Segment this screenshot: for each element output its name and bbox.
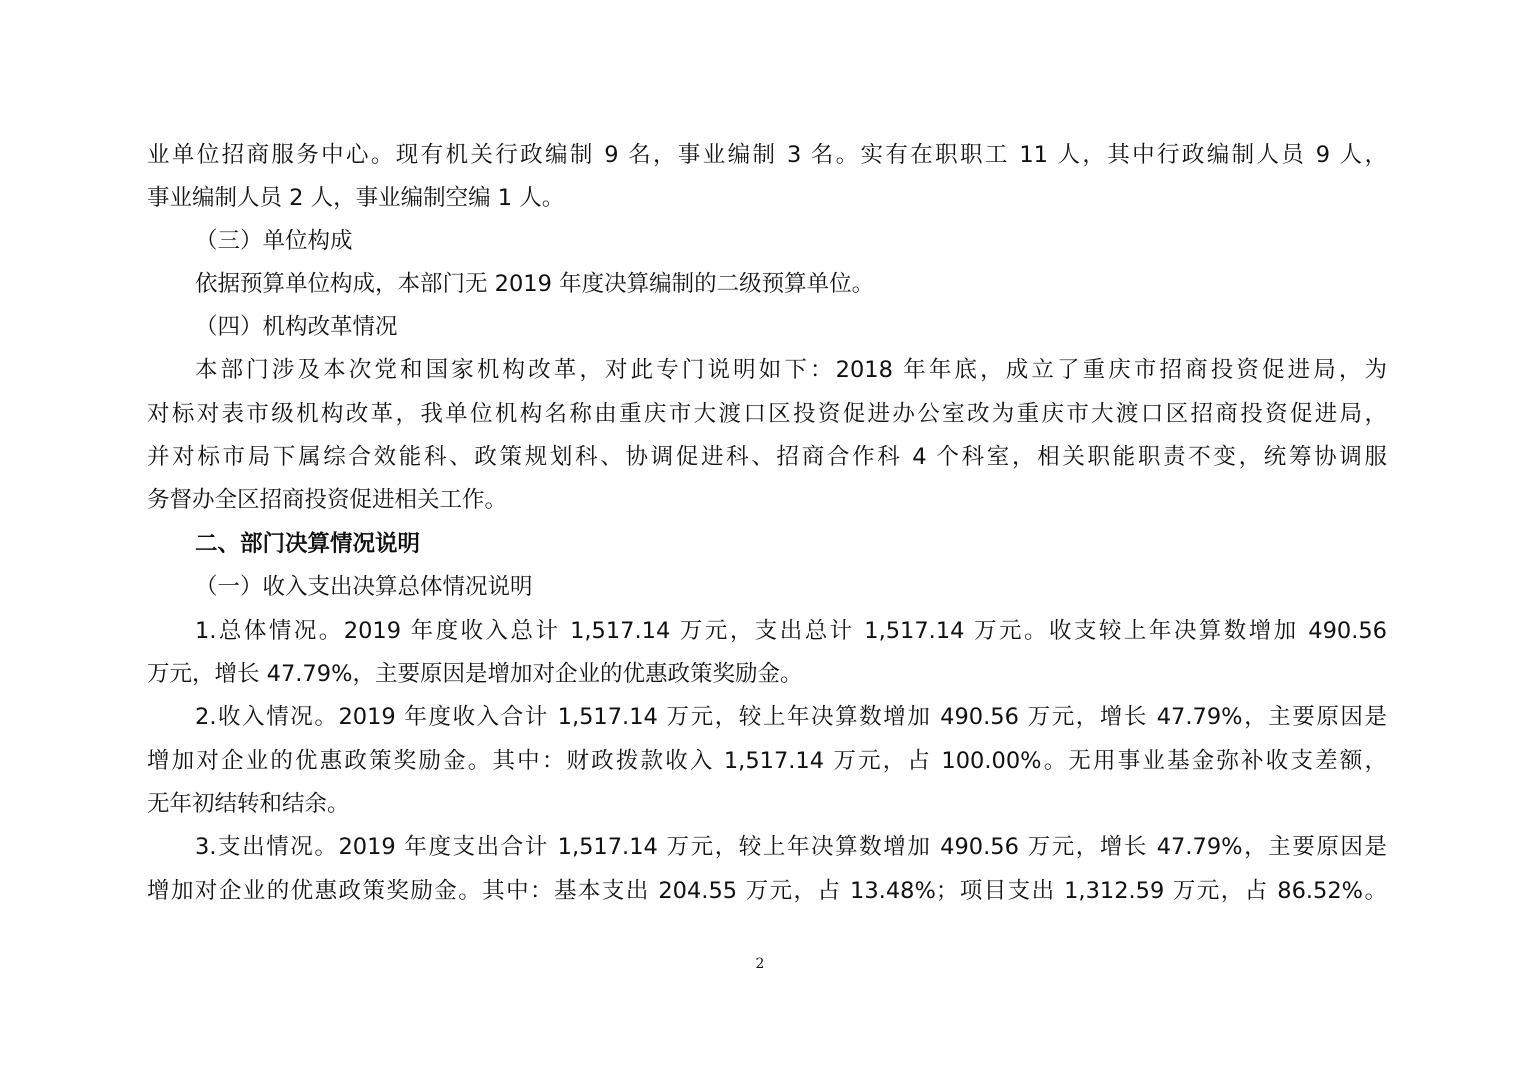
paragraph-line: 业单位招商服务中心。现有机关行政编制 9 名，事业编制 3 名。实有在职职工 11 人，其中行政编制人员 9 人， [147, 142, 1387, 168]
paragraph-line: 万元，增长 47.79%，主要原因是增加对企业的优惠政策奖励金。 [147, 661, 803, 687]
paragraph-line: 依据预算单位构成，本部门无 2019 年度决算编制的二级预算单位。 [195, 271, 875, 297]
page-number: 2 [755, 956, 765, 972]
section-heading: （一）收入支出决算总体情况说明 [195, 574, 533, 600]
paragraph-line: 2.收入情况。2019 年度收入合计 1,517.14 万元，较上年决算数增加 490.56 万元，增长 47.79%，主要原因是 [195, 704, 1387, 730]
paragraph-line: 3.支出情况。2019 年度支出合计 1,517.14 万元，较上年决算数增加 490.56 万元，增长 47.79%，主要原因是 [195, 834, 1387, 860]
paragraph-line: 本部门涉及本次党和国家机构改革，对此专门说明如下：2018 年年底，成立了重庆市招商投资促进局，为 [195, 357, 1387, 383]
paragraph-line: 增加对企业的优惠政策奖励金。其中：财政拨款收入 1,517.14 万元，占 100.00%。无用事业基金弥补收支差额， [147, 748, 1387, 774]
paragraph-line: 1.总体情况。2019 年度收入总计 1,517.14 万元，支出总计 1,517.14 万元。收支较上年决算数增加 490.56 [195, 618, 1387, 644]
paragraph-line: 务督办全区招商投资促进相关工作。 [147, 487, 508, 513]
section-heading: （三）单位构成 [195, 228, 353, 254]
chapter-heading: 二、部门决算情况说明 [195, 531, 421, 557]
paragraph-line: 事业编制人员 2 人，事业编制空编 1 人。 [147, 185, 565, 211]
paragraph-line: 增加对企业的优惠政策奖励金。其中：基本支出 204.55 万元，占 13.48%；项目支出 1,312.59 万元，占 86.52%。 [147, 878, 1387, 904]
paragraph-line: 并对标市局下属综合效能科、政策规划科、协调促进科、招商合作科 4 个科室，相关职能职责不变，统筹协调服 [147, 444, 1387, 470]
paragraph-line: 无年初结转和结余。 [147, 791, 350, 817]
paragraph-line: 对标对表市级机构改革，我单位机构名称由重庆市大渡口区投资促进办公室改为重庆市大渡口区招商投资促进局， [147, 401, 1387, 427]
section-heading: （四）机构改革情况 [195, 314, 398, 340]
